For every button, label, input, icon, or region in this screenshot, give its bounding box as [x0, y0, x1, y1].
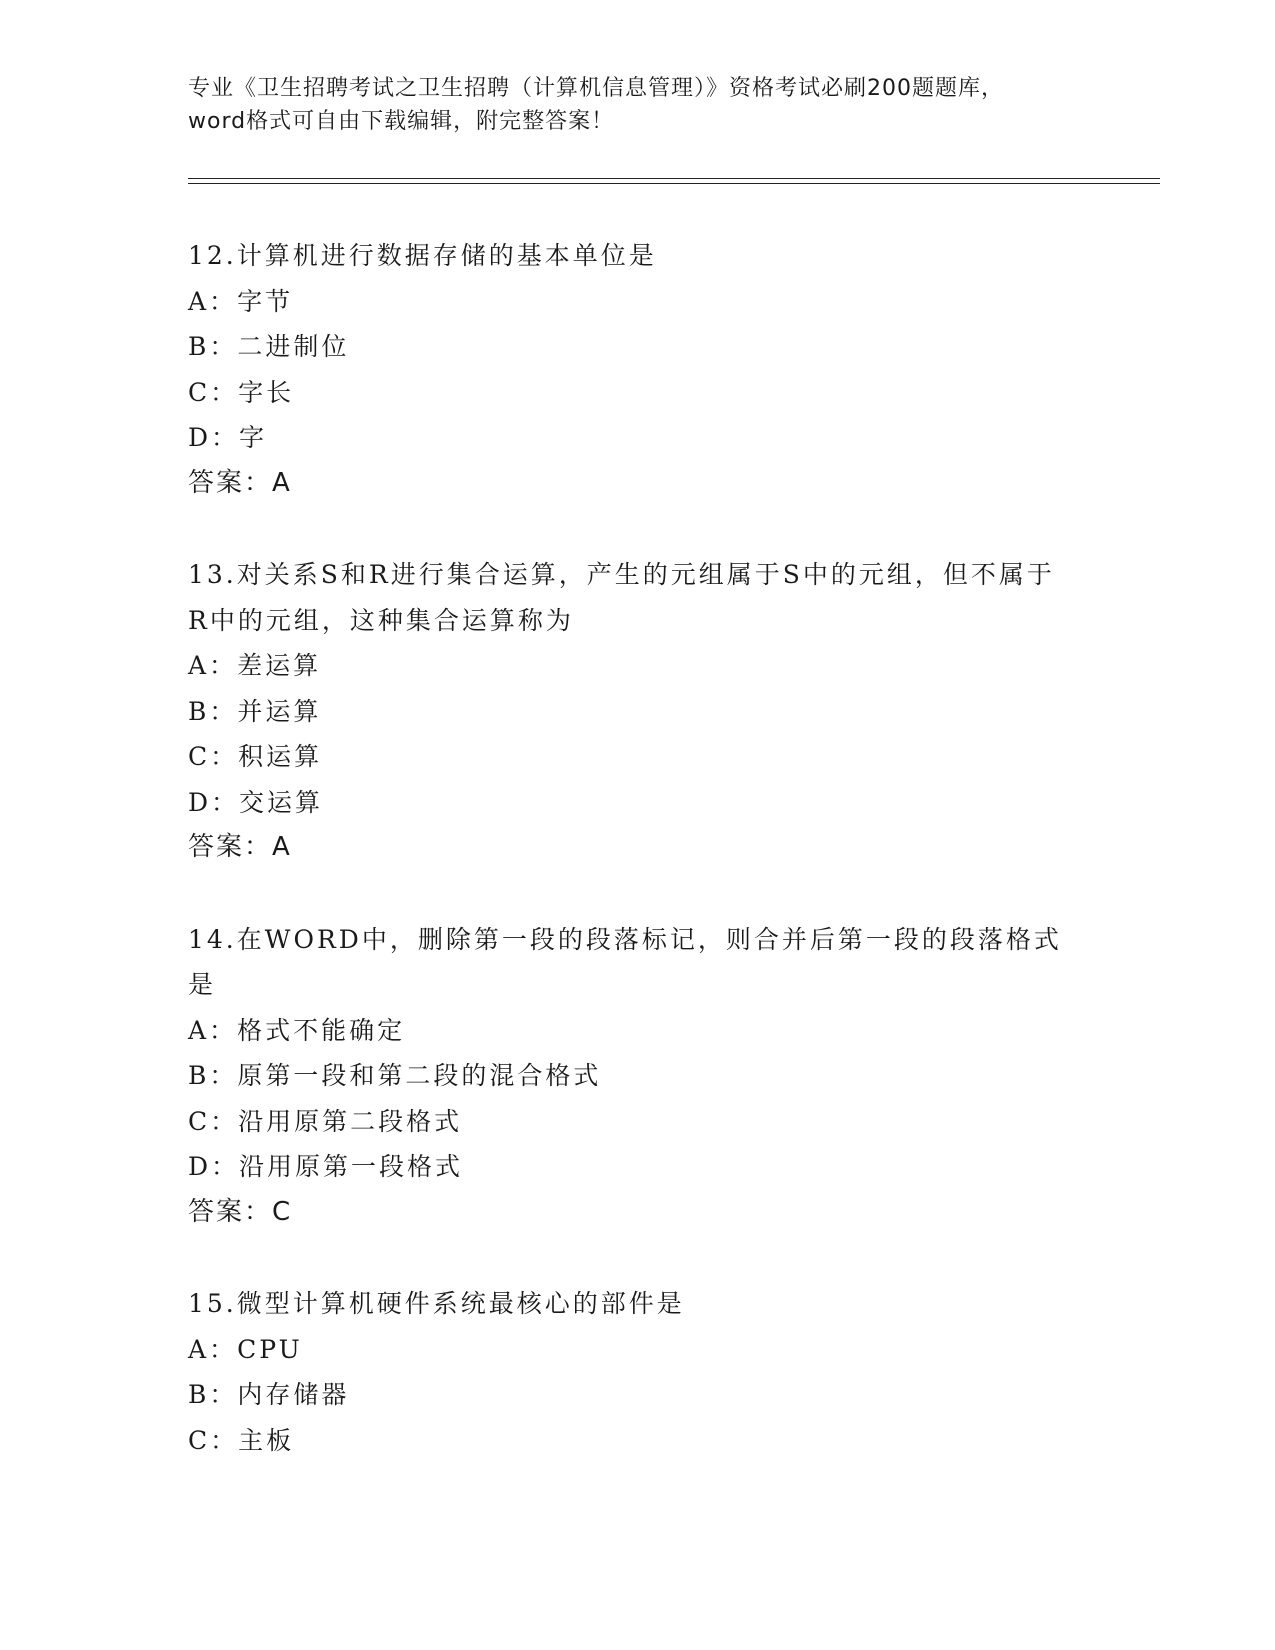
option-key: D：: [188, 1152, 240, 1181]
option-d: [188, 1144, 1088, 1190]
option-key: D：: [188, 423, 240, 452]
option-a: [188, 279, 1088, 325]
option-key: D：: [188, 787, 240, 817]
option-b: [188, 324, 1088, 370]
option-key: A：: [188, 1334, 238, 1364]
option-text: 并运算: [237, 696, 322, 726]
option-text: 字节: [237, 286, 294, 316]
answer-line: 答案：A: [188, 832, 292, 862]
option-text: 主板: [238, 1425, 295, 1455]
question-stem: 12.计算机进行数据存储的基本单位是: [188, 241, 657, 270]
option-text: 二进制位: [237, 332, 350, 361]
option-text: 原第一段和第二段的混合格式: [237, 1061, 602, 1090]
option-c: [188, 1099, 1088, 1145]
option-text: 内存储器: [237, 1380, 350, 1409]
option-key: A：: [188, 1015, 238, 1045]
option-text: CPU: [237, 1334, 303, 1364]
option-text: 积运算: [238, 742, 323, 771]
option-d: [188, 415, 1088, 461]
option-key: A：: [188, 651, 238, 680]
question-14: [188, 917, 1088, 1236]
option-a: [188, 1008, 1088, 1054]
option-key: C：: [188, 1425, 239, 1455]
question-15: [188, 1281, 1088, 1463]
option-key: B：: [188, 1061, 238, 1090]
option-text: 差运算: [237, 651, 322, 680]
option-key: C：: [188, 742, 239, 771]
document-header: [188, 72, 1088, 138]
option-key: C：: [188, 1106, 239, 1136]
option-c: [188, 370, 1088, 416]
question-stem: 14.在WORD中，删除第一段的段落标记，则合并后第一段的段落格式是: [188, 924, 1062, 999]
header-line-1: 专业《卫生招聘考试之卫生招聘（计算机信息管理）》资格考试必刷200题题库，: [188, 76, 1004, 101]
option-text: 字长: [238, 377, 295, 407]
option-text: 交运算: [239, 787, 324, 817]
option-c: [188, 734, 1088, 780]
option-b: [188, 689, 1088, 735]
option-text: 沿用原第一段格式: [239, 1152, 464, 1181]
question-12: [188, 233, 1088, 506]
option-key: C：: [188, 377, 239, 407]
question-stem: 13.对关系S和R进行集合运算，产生的元组属于S中的元组，但不属于R中的元组，这种集合运算称为: [188, 560, 1055, 635]
option-key: A：: [188, 286, 238, 316]
header-line-2: word格式可自由下载编辑，附完整答案！: [188, 109, 615, 134]
option-d: [188, 780, 1088, 826]
option-text: 格式不能确定: [237, 1015, 406, 1045]
question-list: [188, 233, 1088, 1509]
option-text: 沿用原第二段格式: [238, 1106, 463, 1136]
option-b: [188, 1053, 1088, 1099]
question-13: [188, 552, 1088, 871]
header-divider-top: [188, 178, 1160, 179]
answer-line: 答案：A: [188, 467, 292, 498]
option-c: [188, 1418, 1088, 1464]
option-a: [188, 1327, 1088, 1373]
option-key: B：: [188, 332, 238, 361]
question-stem: 15.微型计算机硬件系统最核心的部件是: [188, 1289, 685, 1318]
answer-line: 答案：C: [188, 1196, 293, 1227]
option-text: 字: [239, 423, 268, 452]
option-a: [188, 643, 1088, 689]
header-divider-bottom: [188, 183, 1160, 184]
option-key: B：: [188, 1380, 238, 1409]
option-b: [188, 1372, 1088, 1418]
option-key: B：: [188, 696, 238, 726]
